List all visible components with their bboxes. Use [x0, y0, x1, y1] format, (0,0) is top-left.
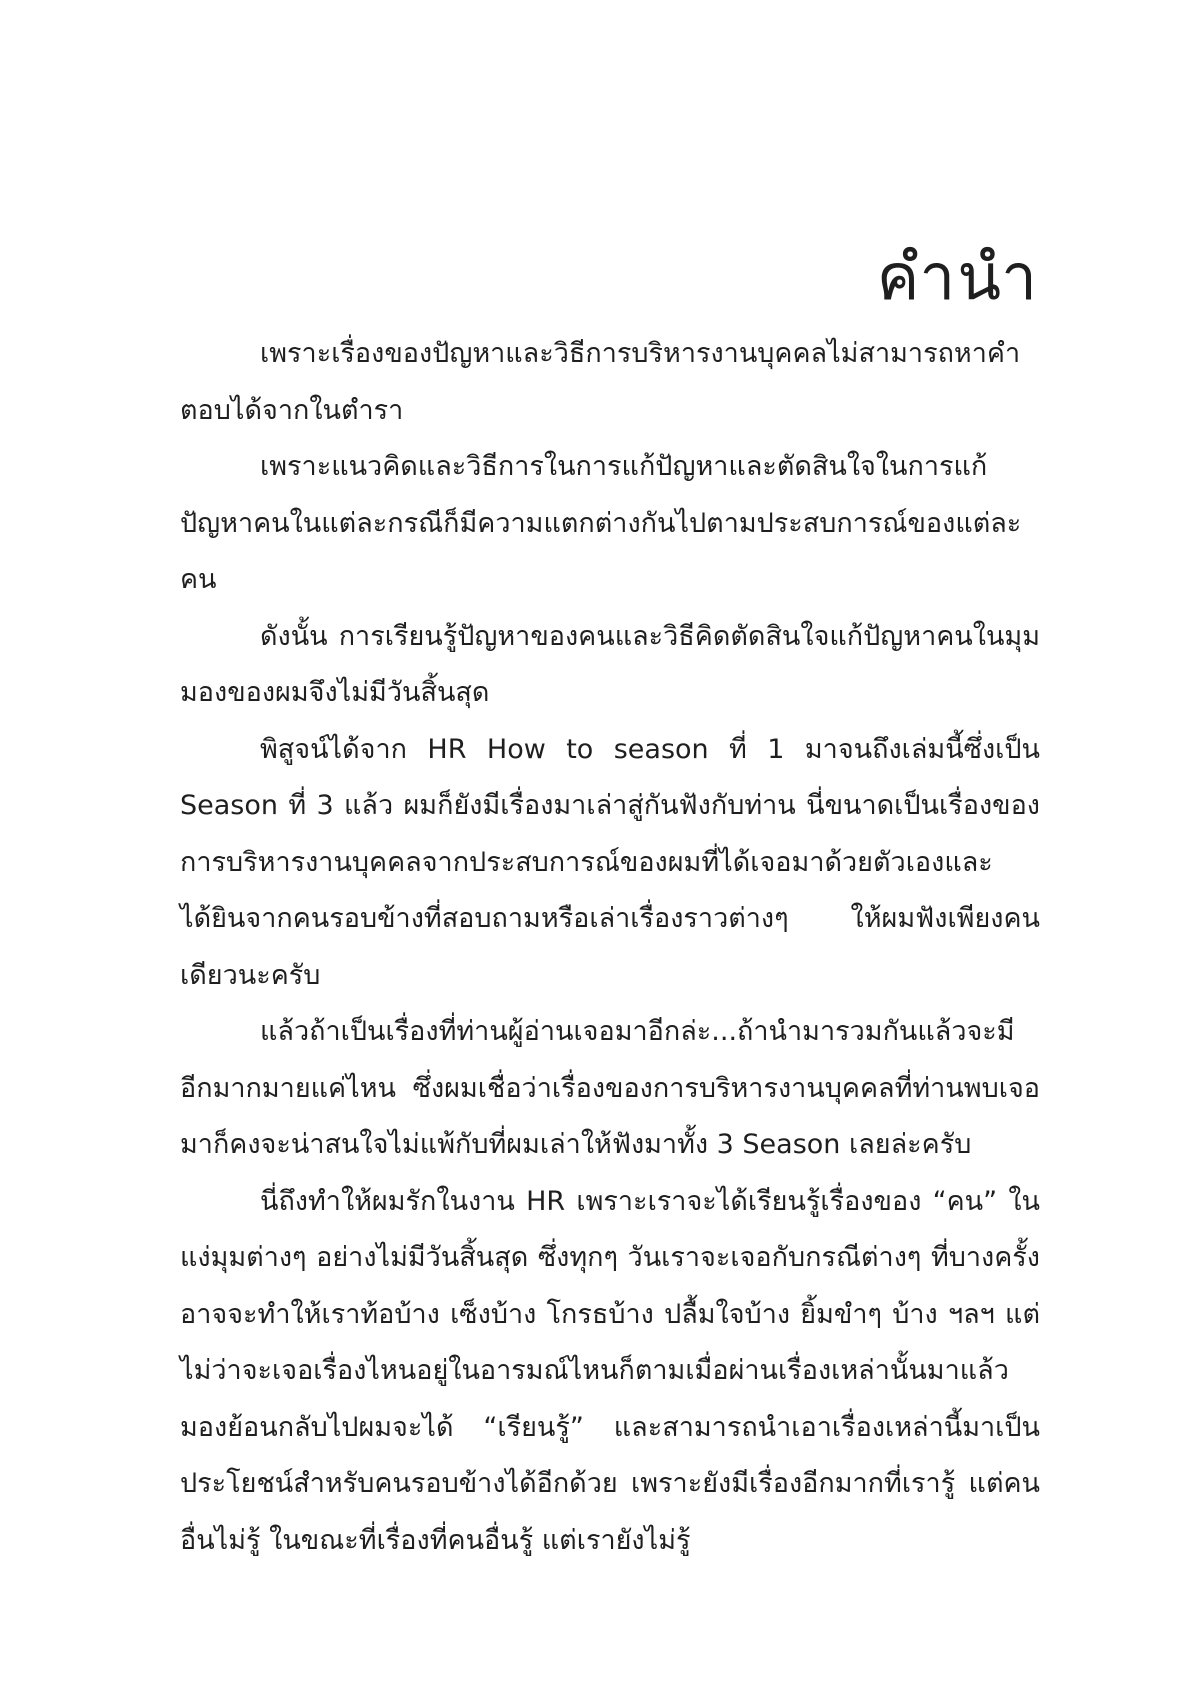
paragraph-1: เพราะเรื่องของปัญหาและวิธีการบริหารงานบุคคลไม่สามารถหาคำตอบได้จากในตำรา — [180, 338, 1021, 426]
paragraph-4: พิสูจน์ได้จาก HR How to season ที่ 1 มาจนถึงเล่มนี้ซึ่งเป็น Season ที่ 3 แล้ว ผมก็ยังมีเรื่องมาเล่าสู่กันฟังกับท่าน นี่ขนาดเป็นเรื่องของการบริหารงานบุคคลจากประสบการณ์ของผมที่ได้เจอมาด้วยตัวเองและได้ยินจากคนรอบข้างที่สอบถามหรือเล่าเรื่องราวต่างๆ ให้ผมฟังเพียงคนเดียวนะครับ — [180, 733, 1040, 991]
paragraph-2: เพราะแนวคิดและวิธีการในการแก้ปัญหาและตัดสินใจในการแก้ปัญหาคนในแต่ละกรณีก็มีความแตกต่างกันไปตามประสบการณ์ของแต่ละคน — [180, 451, 1022, 595]
page-title: คำนำ — [876, 240, 1039, 315]
paragraph-6: นี่ถึงทำให้ผมรักในงาน HR เพราะเราจะได้เรียนรู้เรื่องของ “คน” ในแง่มุมต่างๆ อย่างไม่มีวันสิ้นสุด ซึ่งทุกๆ วันเราจะเจอกับกรณีต่างๆ ที่บางครั้งอาจจะทำให้เราท้อบ้าง เซ็งบ้าง โกรธบ้าง ปลื้มใจบ้าง ยิ้มขำๆ บ้าง ฯลฯ แต่ไม่ว่าจะเจอเรื่องไหนอยู่ในอารมณ์ไหนก็ตามเมื่อผ่านเรื่องเหล่านั้นมาแล้วมองย้อนกลับไปผมจะได้ “เรียนรู้” และสามารถนำเอาเรื่องเหล่านี้มาเป็นประโยชน์สำหรับคนรอบข้างได้อีกด้วย เพราะยังมีเรื่องอีกมากที่เรารู้ แต่คนอื่นไม่รู้ ในขณะที่เรื่องที่คนอื่นรู้ แต่เรายังไม่รู้ — [180, 1185, 1040, 1556]
preface-body — [180, 326, 1040, 1569]
paragraph-3: ดังนั้น การเรียนรู้ปัญหาของคนและวิธีคิดตัดสินใจแก้ปัญหาคนในมุมมองของผมจึงไม่มีวันสิ้นสุด — [180, 620, 1040, 708]
paragraph-5: แล้วถ้าเป็นเรื่องที่ท่านผู้อ่านเจอมาอีกล่ะ...ถ้านำมารวมกันแล้วจะมีอีกมากมายแค่ไหน ซึ่งผมเชื่อว่าเรื่องของการบริหารงานบุคคลที่ท่านพบเจอมาก็คงจะน่าสนใจไม่แพ้กับที่ผมเล่าให้ฟังมาทั้ง 3 Season เลยล่ะครับ — [180, 1016, 1040, 1160]
